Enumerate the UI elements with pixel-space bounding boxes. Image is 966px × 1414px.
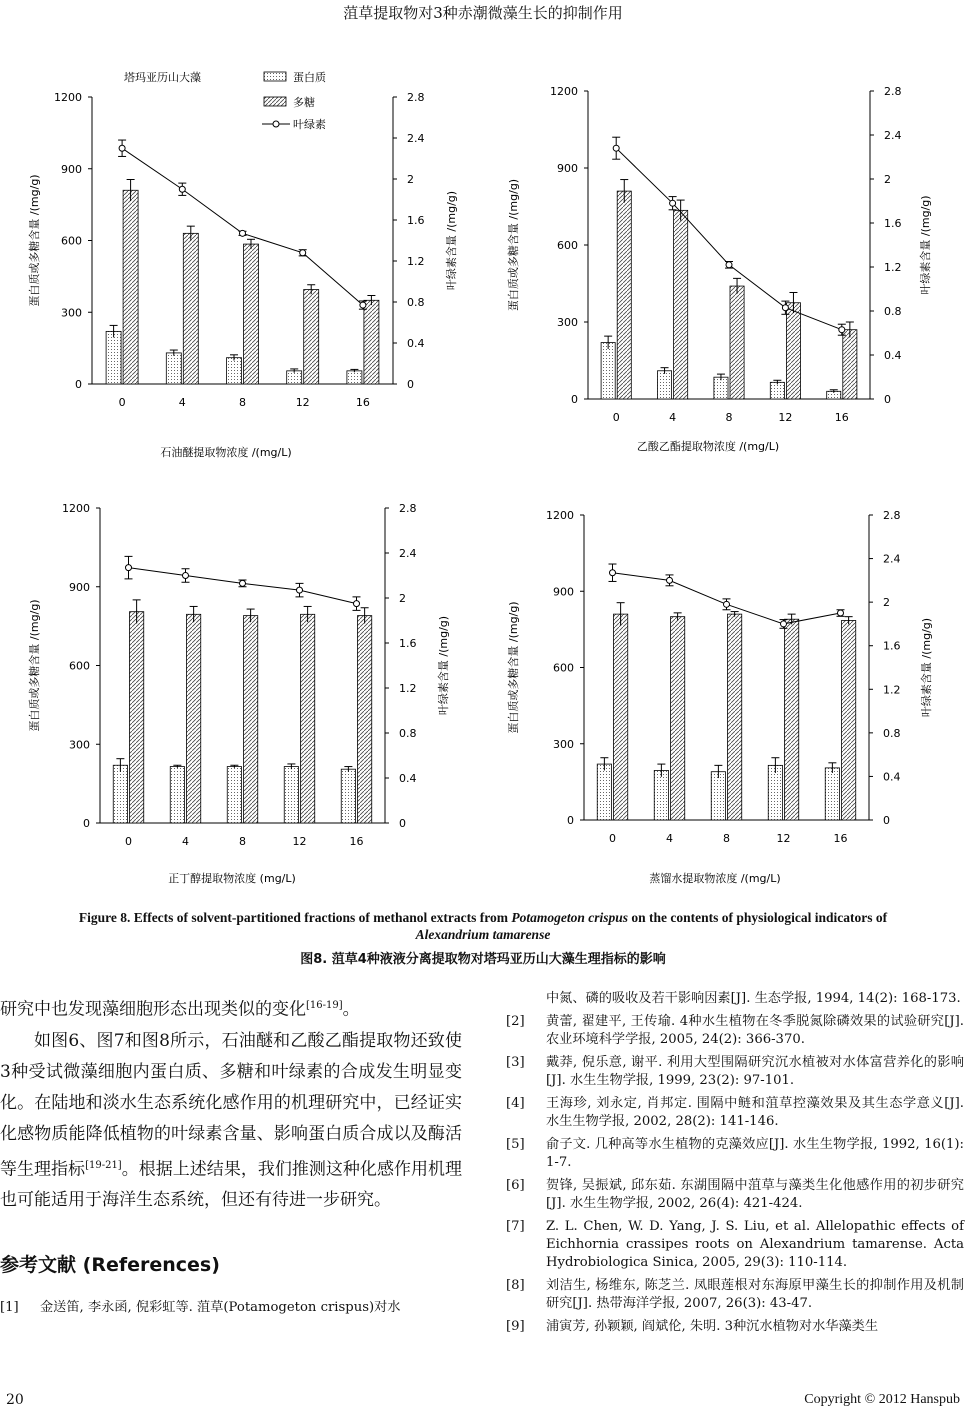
polysaccharide-bar	[842, 620, 856, 820]
y-tick-label: 0	[571, 393, 578, 406]
chlorophyll-point	[119, 145, 125, 151]
x-tick-label: 12	[776, 832, 791, 845]
y2-tick-label: 0	[407, 378, 414, 391]
x-tick-label: 4	[178, 396, 186, 409]
reference-item: [7] Z. L. Chen, W. D. Yang, J. S. Liu, et al. Allelopathic effects of Eichhornia crassipes roots on Alexandrium tamarense. Acta Hydrobiologica Sinica, 2005, 29(3): 110-114.	[506, 1219, 964, 1270]
chlorophyll-line	[122, 148, 363, 305]
x-tick-label: 4	[182, 835, 189, 848]
protein-bar	[347, 371, 362, 384]
chlorophyll-point	[354, 601, 360, 607]
protein-bar	[227, 358, 242, 384]
protein-bar	[711, 772, 725, 820]
x-tick-label: 8	[723, 832, 730, 845]
protein-bar	[654, 770, 668, 820]
y-tick-label: 0	[83, 817, 90, 830]
chart-distilled-water	[483, 495, 966, 895]
y-tick-label: 600	[557, 239, 578, 252]
y-tick-label: 900	[61, 162, 82, 176]
chlorophyll-point	[781, 621, 787, 627]
y2-tick-label: 2	[884, 173, 891, 186]
y2-tick-label: 0	[884, 393, 891, 406]
chlorophyll-point	[613, 145, 619, 151]
y-axis-title: 蛋白质或多糖含量 /(mg/g)	[507, 601, 520, 734]
protein-bar	[768, 765, 782, 820]
protein-bar	[597, 764, 611, 820]
y2-tick-label: 2	[883, 596, 890, 610]
protein-bar	[170, 767, 184, 823]
chlorophyll-point	[179, 186, 185, 192]
y2-axis-title: 叶绿素含量 /(mg/g)	[437, 615, 450, 716]
polysaccharide-bar	[674, 210, 688, 399]
polysaccharide-bar	[785, 619, 799, 820]
y2-tick-label: 2.8	[407, 91, 425, 104]
x-tick-label: 4	[669, 411, 677, 424]
y-tick-label: 0	[567, 814, 574, 827]
figure-caption-zh: 图8. 菹草4种液液分离提取物对塔玛亚历山大藻生理指标的影响	[300, 952, 666, 967]
polysaccharide-bar	[130, 612, 144, 823]
protein-bar	[113, 765, 127, 823]
x-axis-title: 石油醚提取物浓度 /(mg/L)	[160, 446, 292, 459]
reference-item: [5] 俞子文. 几种高等水生植物的克藻效应[J]. 水生生物学报, 1992, 16(1): 1-7.	[506, 1137, 964, 1170]
protein-bar	[601, 343, 615, 399]
reference-item: [3] 戴莽, 倪乐意, 谢平. 利用大型围隔研究沉水植被对水体富营养化的影响[J]. 水生生物学报, 1999, 23(2): 97-101.	[506, 1055, 964, 1088]
x-tick-label: 8	[725, 411, 733, 424]
x-tick-label: 0	[125, 835, 132, 848]
chlorophyll-point	[360, 302, 366, 308]
polysaccharide-bar	[786, 303, 800, 399]
y2-tick-label: 0.4	[884, 349, 902, 362]
figure-caption-en: Figure 8. Effects of solvent-partitioned fractions of methanol extracts from Potamogeton crispus on the contents of physiological indicators of Alexandrium tamarense	[78, 910, 888, 942]
chlorophyll-point	[240, 580, 246, 586]
chart-n-butanol	[0, 495, 483, 895]
protein-bar	[341, 769, 355, 823]
chart-petroleum-ether	[0, 55, 483, 465]
chlorophyll-point	[297, 587, 303, 593]
protein-bar	[714, 377, 728, 399]
y-tick-label: 0	[75, 378, 82, 391]
legend-polysaccharide-label: 多糖	[293, 96, 315, 109]
y-tick-label: 900	[553, 585, 574, 599]
y2-tick-label: 0.8	[399, 727, 417, 740]
y2-axis-title: 叶绿素含量 /(mg/g)	[919, 195, 932, 295]
x-tick-label: 12	[295, 396, 310, 409]
y2-axis-title: 叶绿素含量 /(mg/g)	[445, 190, 458, 291]
chlorophyll-point	[610, 570, 616, 576]
y2-tick-label: 2.4	[399, 547, 417, 560]
polysaccharide-bar	[358, 616, 372, 823]
polysaccharide-bar	[244, 616, 258, 823]
polysaccharide-bar	[364, 300, 379, 384]
y2-tick-label: 0.4	[399, 772, 417, 785]
y2-tick-label: 2.8	[399, 502, 417, 515]
polysaccharide-bar	[304, 290, 319, 384]
x-tick-label: 8	[239, 396, 246, 409]
y2-tick-label: 0.8	[883, 726, 901, 740]
y-tick-label: 900	[557, 162, 578, 175]
y2-tick-label: 1.6	[883, 639, 901, 653]
copyright-notice: Copyright © 2012 Hanspub	[804, 1392, 960, 1407]
y2-axis-title: 叶绿素含量 /(mg/g)	[920, 617, 933, 718]
y2-tick-label: 2	[399, 592, 406, 605]
x-tick-label: 0	[118, 396, 126, 409]
y-tick-label: 1200	[546, 509, 574, 522]
polysaccharide-bar	[123, 190, 138, 384]
reference-item: [2] 黄蕾, 翟建平, 王传瑜. 4种水生植物在冬季脱氮除磷效果的试验研究[J]. 农业环境科学学报, 2005, 24(2): 366-370.	[506, 1014, 964, 1047]
chart-ethyl-acetate	[483, 55, 966, 465]
y2-tick-label: 0.4	[883, 770, 901, 784]
y2-tick-label: 1.2	[883, 683, 901, 697]
protein-bar	[284, 767, 298, 823]
y2-tick-label: 2.4	[407, 132, 425, 145]
protein-bar	[227, 767, 241, 823]
x-tick-label: 16	[833, 832, 848, 845]
y2-tick-label: 0	[883, 814, 890, 827]
y2-tick-label: 0.8	[884, 305, 902, 318]
legend-chlorophyll-label: 叶绿素	[293, 118, 326, 131]
y2-tick-label: 1.2	[407, 255, 425, 268]
y2-tick-label: 0.4	[407, 337, 425, 350]
x-tick-label: 8	[239, 835, 246, 848]
running-header: 菹草提取物对3种赤潮微藻生长的抑制作用	[343, 4, 623, 22]
y-tick-label: 1200	[62, 502, 90, 515]
polysaccharide-bar	[244, 244, 259, 384]
references-heading: 参考文献 (References)	[0, 1254, 220, 1277]
polysaccharide-bar	[187, 614, 201, 823]
y-tick-label: 600	[61, 234, 82, 248]
body-paragraph-2: 如图6、图7和图8所示，石油醚和乙酸乙酯提取物还致使3种受试微藻细胞内蛋白质、多糖和叶绿素的合成发生明显变化。在陆地和淡水生态系统化感作用的机理研究中，已经证实化感物质能降低植物的叶绿素含量、影响蛋白质合成以及酶活等生理指标[19-21]。根据上述结果，我们推测这种化感作用机理也可能适用于海洋生态系统，但还有待进一步研究。	[0, 1030, 463, 1211]
x-tick-label: 4	[666, 832, 673, 845]
y-tick-label: 600	[69, 659, 90, 673]
chlorophyll-point	[724, 601, 730, 607]
reference-item: [6] 贺锋, 吴振斌, 邱东茹. 东湖围隔中菹草与藻类生化他感作用的初步研究[J]. 水生生物学报, 2002, 26(4): 421-424.	[506, 1178, 964, 1211]
x-axis-title: 蒸馏水提取物浓度 /(mg/L)	[649, 872, 781, 885]
y2-tick-label: 1.6	[407, 214, 425, 227]
polysaccharide-bar	[730, 286, 744, 399]
chlorophyll-point	[782, 305, 788, 311]
y-axis-title: 蛋白质或多糖含量 /(mg/g)	[28, 599, 41, 732]
y2-tick-label: 2.4	[884, 129, 902, 142]
reference-item: [4] 王海珍, 刘永定, 肖邦定. 围隔中鲢和菹草控藻效果及其生态学意义[J]. 水生生物学报, 2002, 28(2): 141-146.	[506, 1096, 964, 1129]
y2-tick-label: 2.4	[883, 552, 901, 566]
body-paragraph-1: 研究中也发现藻细胞形态出现类似的变化[16-19]。	[0, 999, 360, 1020]
legend-polysaccharide-swatch	[264, 97, 286, 106]
right-column	[506, 990, 964, 1341]
chlorophyll-point	[670, 200, 676, 206]
polysaccharide-bar	[617, 191, 631, 399]
y-tick-label: 900	[69, 580, 90, 594]
polysaccharide-bar	[843, 330, 857, 399]
chlorophyll-line	[616, 148, 842, 330]
chlorophyll-point	[726, 262, 732, 268]
x-tick-label: 12	[778, 411, 793, 424]
y-tick-label: 300	[69, 738, 90, 752]
polysaccharide-bar	[301, 614, 315, 823]
left-column	[0, 990, 462, 1317]
legend-title: 塔玛亚历山大藻	[124, 71, 201, 84]
polysaccharide-bar	[728, 614, 742, 820]
polysaccharide-bar	[671, 617, 685, 820]
y2-tick-label: 1.2	[399, 682, 417, 695]
y-axis-title: 蛋白质或多糖含量 /(mg/g)	[507, 178, 520, 312]
chlorophyll-point	[183, 573, 189, 579]
y-tick-label: 600	[553, 661, 574, 675]
reference-item: [9] 浦寅芳, 孙颖颖, 阎斌伦, 朱明. 3种沉水植物对水华藻类生	[506, 1319, 879, 1334]
x-tick-label: 16	[834, 411, 849, 424]
y2-tick-label: 0	[399, 817, 406, 830]
y2-tick-label: 0.8	[407, 296, 425, 309]
y2-tick-label: 1.2	[884, 261, 902, 274]
protein-bar	[106, 331, 121, 384]
legend-protein-swatch	[264, 72, 286, 81]
protein-bar	[770, 382, 784, 399]
reference-item: [8] 刘洁生, 杨维东, 陈芝兰. 凤眼莲根对东海原甲藻生长的抑制作用及机制研究[J]. 热带海洋学报, 2007, 26(3): 43-47.	[506, 1278, 964, 1311]
chlorophyll-point	[240, 230, 246, 236]
x-tick-label: 12	[292, 835, 307, 848]
polysaccharide-bar	[183, 233, 198, 384]
page-number: 20	[6, 1392, 24, 1408]
protein-bar	[166, 353, 181, 384]
protein-bar	[825, 768, 839, 820]
y-tick-label: 300	[61, 306, 82, 320]
x-tick-label: 16	[355, 396, 370, 409]
polysaccharide-bar	[614, 614, 628, 820]
reference-item: 中氮、磷的吸收及若干影响因素[J]. 生态学报, 1994, 14(2): 168-173.	[546, 991, 961, 1006]
y-tick-label: 300	[557, 316, 578, 329]
y-tick-label: 300	[553, 737, 574, 751]
chlorophyll-line	[613, 573, 841, 624]
chlorophyll-point	[667, 577, 673, 583]
chlorophyll-point	[838, 610, 844, 616]
x-tick-label: 0	[609, 832, 616, 845]
x-axis-title: 正丁醇提取物浓度 (mg/L)	[168, 872, 296, 885]
protein-bar	[658, 371, 672, 399]
protein-bar	[287, 371, 302, 384]
chlorophyll-point	[839, 327, 845, 333]
x-tick-label: 16	[349, 835, 364, 848]
y2-tick-label: 1.6	[399, 637, 417, 650]
legend-chlorophyll-marker	[273, 121, 279, 127]
x-axis-title: 乙酸乙酯提取物浓度 /(mg/L)	[636, 440, 780, 453]
legend-protein-label: 蛋白质	[293, 71, 326, 84]
y-axis-title: 蛋白质或多糖含量 /(mg/g)	[28, 174, 41, 307]
y2-tick-label: 2.8	[884, 85, 902, 98]
y2-tick-label: 1.6	[884, 217, 902, 230]
y2-tick-label: 2.8	[883, 509, 901, 522]
y2-tick-label: 2	[407, 173, 414, 186]
y-tick-label: 1200	[54, 91, 82, 104]
chlorophyll-point	[300, 250, 306, 256]
x-tick-label: 0	[612, 411, 620, 424]
reference-item: [1] 金送笛, 李永函, 倪彩虹等. 菹草(Potamogeton crispus)对水	[0, 1300, 401, 1316]
chlorophyll-point	[126, 565, 132, 571]
y-tick-label: 1200	[550, 85, 578, 98]
